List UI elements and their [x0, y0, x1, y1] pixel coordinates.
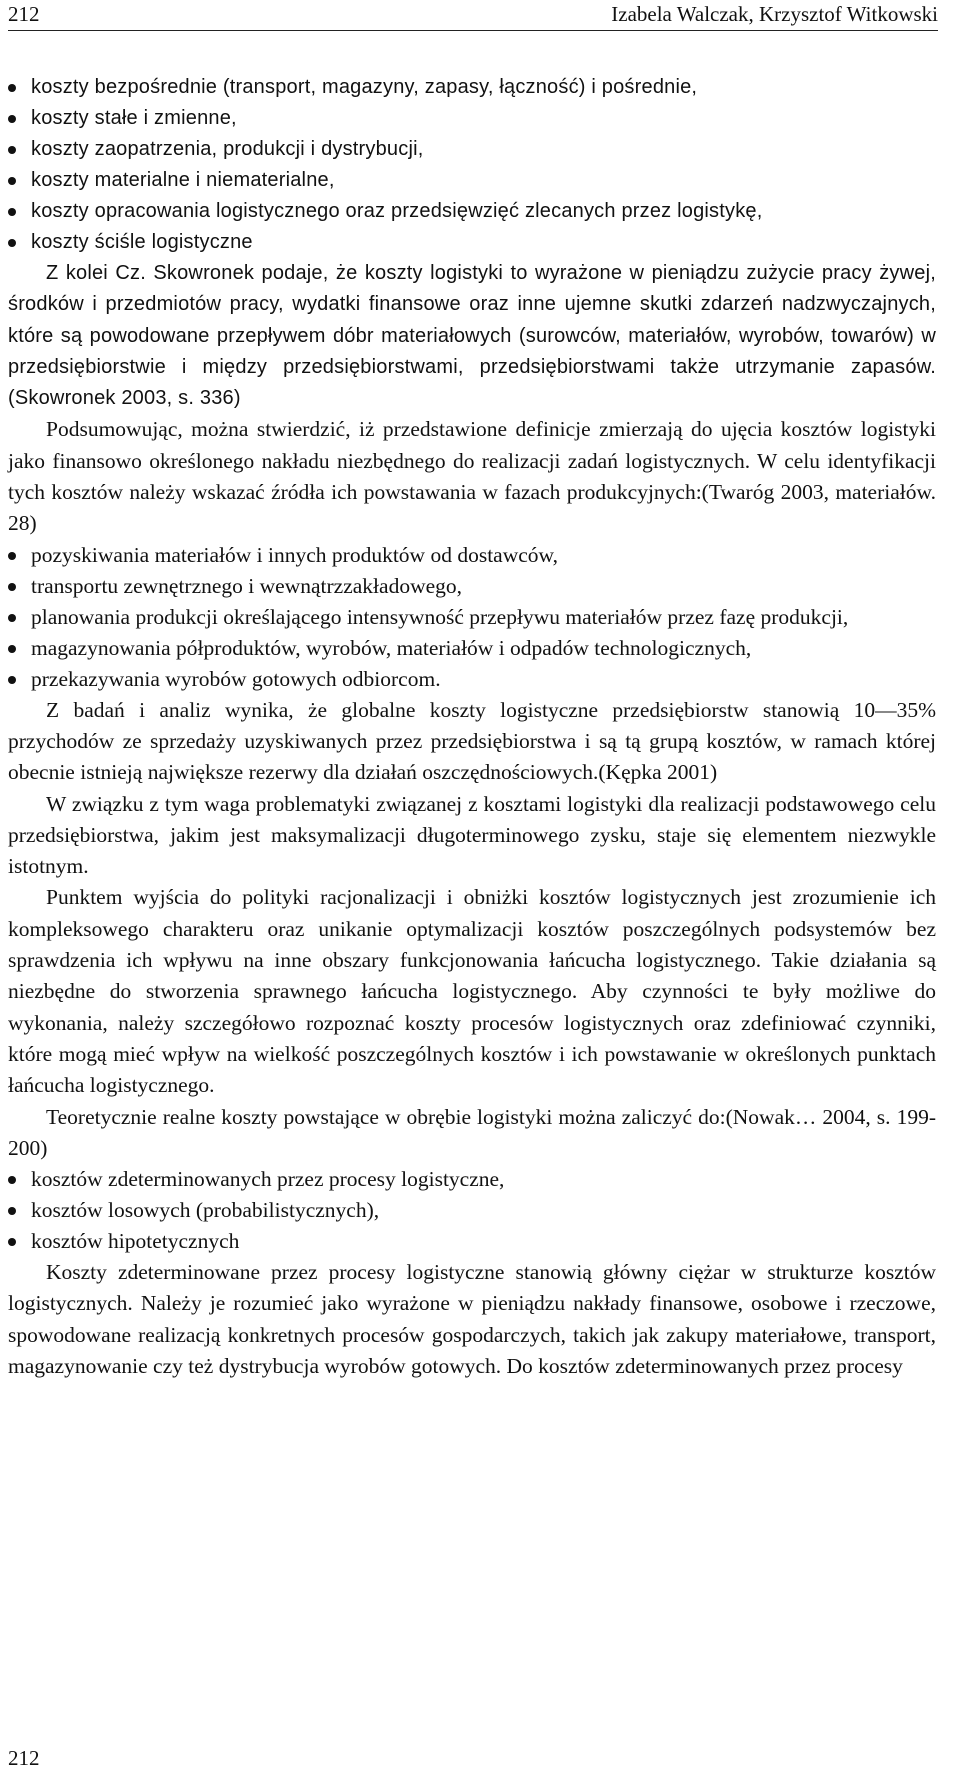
list-item: koszty materialne i niematerialne,: [8, 165, 936, 196]
paragraph-rationalization: Punktem wyjścia do polityki racjonalizacji i obniżki kosztów logistycznych jest zrozumienie ich kompleksowego charakteru oraz unikanie optymalizacji kosztów poszczególnych podsystemów bez sprawdzenia ich wpływu na inne obszary funkcjonowania łańcucha logistycznego. Takie działania są niezbędne do stworzenia sprawnego łańcucha logistycznego. Aby czynności te były możliwe do wykonania, należy szczegółowo rozpoznać koszty procesów logistycznych oraz zdefiniować czynniki, które mogą mieć wpływ na wielkość poszczególnych kosztów i ich powstawanie w określonych punktach łańcucha logistycznego.: [8, 885, 936, 1098]
bullet-list-cost-types: [8, 72, 936, 258]
paragraph-determined-costs: Koszty zdeterminowane przez procesy logistyczne stanowią główny ciężar w strukturze kosztów logistycznych. Należy je rozumieć jako wyrażone w pieniądzu nakłady finansowe, osobowe i rzeczowe, spowodowane realizacją konkretnych procesów gospodarczych, takich jak zakupy materiałowe, transport, magazynowanie czy też dystrybucja wyrobów gotowych. Do kosztów zdeterminowanych przez procesy: [8, 1260, 936, 1379]
list-item: transportu zewnętrznego i wewnątrzzakładowego,: [8, 571, 936, 602]
list-item: koszty opracowania logistycznego oraz przedsięwzięć zlecanych przez logistykę,: [8, 196, 936, 227]
bullet-list-cost-categories: [8, 1164, 936, 1257]
list-item: kosztów losowych (probabilistycznych),: [8, 1195, 936, 1226]
list-item: planowania produkcji określającego intensywność przepływu materiałów przez fazę produkcji,: [8, 602, 936, 633]
page-body: [8, 72, 936, 1382]
paragraph-theoretical-costs: Teoretycznie realne koszty powstające w obrębie logistyki można zaliczyć do:(Nowak… 2004, s. 199-200): [8, 1104, 936, 1160]
header-authors: Izabela Walczak, Krzysztof Witkowski: [611, 2, 938, 26]
list-item: kosztów zdeterminowanych przez procesy logistyczne,: [8, 1164, 936, 1195]
paragraph-research: Z badań i analiz wynika, że globalne koszty logistyczne przedsiębiorstw stanowią 10—35% przychodów ze sprzedaży uzyskiwanych przez przedsiębiorstwa i są tą grupą kosztów, w ramach której obecnie istnieją największe rezerwy dla działań oszczędnościowych.(Kępka 2001): [8, 697, 936, 785]
paragraph-summary: Podsumowując, można stwierdzić, iż przedstawione definicje zmierzają do ujęcia kosztów logistyki jako finansowo określonego nakładu niezbędnego do realizacji zadań logistycznych. W celu identyfikacji tych kosztów należy wskazać źródła ich powstawania w fazach produkcyjnych:(Twaróg 2003, materiałów. 28): [8, 417, 936, 536]
list-item: koszty zaopatrzenia, produkcji i dystrybucji,: [8, 134, 936, 165]
list-item: koszty ściśle logistyczne: [8, 227, 936, 258]
list-item: magazynowania półproduktów, wyrobów, materiałów i odpadów technologicznych,: [8, 633, 936, 664]
header-page-number: 212: [8, 2, 40, 26]
list-item: koszty bezpośrednie (transport, magazyny, zapasy, łączność) i pośrednie,: [8, 72, 936, 103]
page-header: [8, 0, 938, 31]
list-item: przekazywania wyrobów gotowych odbiorcom.: [8, 664, 936, 695]
list-item: koszty stałe i zmienne,: [8, 103, 936, 134]
list-item: pozyskiwania materiałów i innych produktów od dostawców,: [8, 540, 936, 571]
paragraph-skowronek: Z kolei Cz. Skowronek podaje, że koszty logistyki to wyrażone w pieniądzu zużycie pracy żywej, środków i przedmiotów pracy, wydatki finansowe oraz inne ujemne skutki zdarzeń nadzwyczajnych, które są powodowane przepływem dóbr materiałowych (surowców, materiałów, wyrobów, towarów) w przedsiębiorstwie i między przedsiębiorstwami, przedsiębiorstwami także utrzymanie zapasów.(Skowronek 2003, s. 336): [8, 262, 936, 410]
paragraph-importance: W związku z tym waga problematyki związanej z kosztami logistyki dla realizacji podstawowego celu przedsiębiorstwa, jakim jest maksymalizacji długoterminowego zysku, staje się elementem niezwykle istotnym.: [8, 791, 936, 879]
bullet-list-phases: [8, 540, 936, 695]
list-item: kosztów hipotetycznych: [8, 1226, 936, 1257]
footer-page-number: 212: [8, 1746, 40, 1770]
